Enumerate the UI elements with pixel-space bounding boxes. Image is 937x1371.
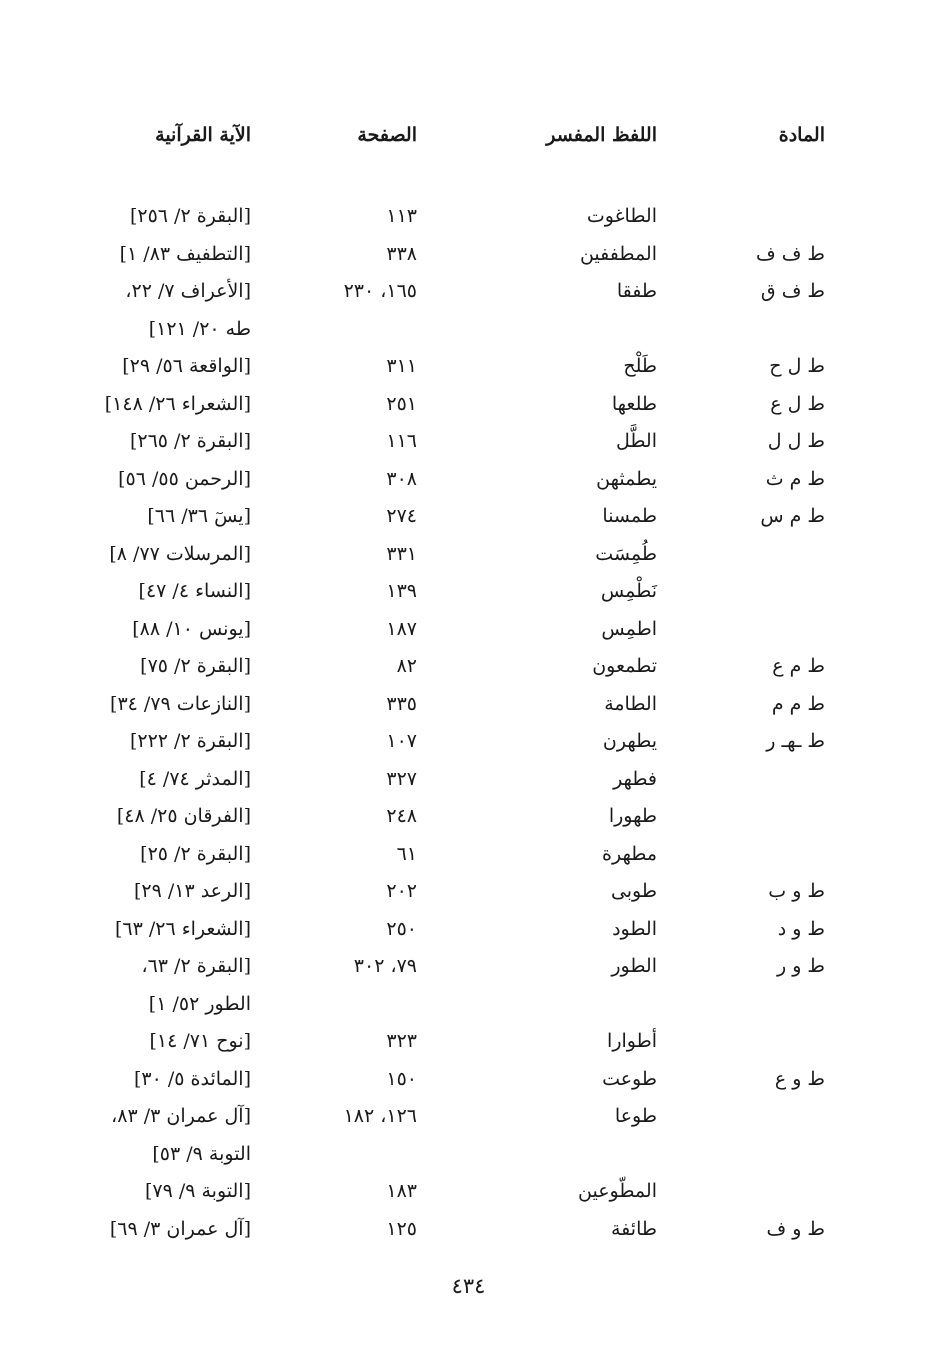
root-cell: ط و ر bbox=[776, 955, 825, 977]
table-row bbox=[0, 877, 937, 914]
word-cell: طوعت bbox=[602, 1067, 657, 1090]
header-word: اللفظ المفسر bbox=[546, 124, 657, 146]
word-cell: فطهر bbox=[613, 767, 657, 790]
table-row bbox=[0, 1027, 937, 1064]
verse-cell: [الرحمن ٥٥/ ٥٦] bbox=[118, 467, 251, 490]
table-row bbox=[0, 1215, 937, 1252]
word-cell: طائفة bbox=[611, 1217, 657, 1240]
verse-cell: طه ٢٠/ ١٢١] bbox=[148, 317, 251, 340]
root-cell: ط م ث bbox=[765, 467, 825, 490]
root-cell: ط ل ح bbox=[769, 355, 825, 377]
page-cell: ١١٣ bbox=[386, 205, 417, 227]
word-cell: طَلْح bbox=[623, 355, 657, 377]
word-cell: طُمِسَت bbox=[595, 542, 657, 565]
page-cell: ١٥٠ bbox=[386, 1067, 417, 1090]
page-cell: ٧٩، ٣٠٢ bbox=[353, 955, 417, 977]
header-verse: الآية القرآنية bbox=[155, 124, 251, 146]
table-row bbox=[0, 727, 937, 764]
table-row bbox=[0, 990, 937, 1027]
page-cell: ١٨٧ bbox=[386, 617, 417, 640]
table-row bbox=[0, 277, 937, 314]
verse-cell: [النازعات ٧٩/ ٣٤] bbox=[110, 692, 251, 715]
page-cell: ٢٠٢ bbox=[386, 880, 417, 902]
page-cell: ٣١١ bbox=[386, 355, 417, 377]
table-row bbox=[0, 540, 937, 577]
verse-cell: [آل عمران ٣/ ٨٣، bbox=[111, 1105, 251, 1127]
verse-cell: [البقرة ٢/ ٢٥] bbox=[140, 842, 251, 865]
verse-cell: [النساء ٤/ ٤٧] bbox=[138, 580, 251, 602]
word-cell: الطود bbox=[612, 917, 657, 940]
table-row bbox=[0, 240, 937, 277]
root-cell: ط ف ف bbox=[755, 242, 825, 265]
table-row bbox=[0, 502, 937, 539]
table-row bbox=[0, 427, 937, 464]
page-cell: ١٨٣ bbox=[386, 1180, 417, 1202]
page-cell: ١٢٥ bbox=[386, 1217, 417, 1240]
verse-cell: [الرعد ١٣/ ٢٩] bbox=[133, 880, 251, 902]
verse-cell: [المدثر ٧٤/ ٤] bbox=[139, 767, 251, 790]
page-cell: ٢٤٨ bbox=[386, 805, 417, 827]
table-row bbox=[0, 952, 937, 989]
verse-cell: [الواقعة ٥٦/ ٢٩] bbox=[122, 355, 251, 377]
word-cell: الطَّل bbox=[615, 430, 657, 452]
verse-cell: [البقرة ٢/ ٢٢٢] bbox=[129, 730, 251, 752]
verse-cell: [نوح ٧١/ ١٤] bbox=[149, 1030, 251, 1052]
word-cell: طوعا bbox=[614, 1105, 657, 1127]
page-cell: ٦١ bbox=[396, 842, 417, 865]
header-root: المادة bbox=[778, 124, 825, 146]
word-cell: يطمثهن bbox=[596, 467, 657, 490]
table-row bbox=[0, 1140, 937, 1177]
word-cell: طوبى bbox=[610, 880, 657, 902]
word-cell: الطور bbox=[611, 955, 657, 977]
page-cell: ٣٢٧ bbox=[386, 767, 417, 790]
table-row bbox=[0, 1177, 937, 1214]
word-cell: المطّوعين bbox=[578, 1180, 657, 1202]
table-row bbox=[0, 802, 937, 839]
root-cell: ط ف ق bbox=[760, 280, 825, 302]
table-row bbox=[0, 390, 937, 427]
page-cell: ٣٣١ bbox=[386, 542, 417, 565]
page-cell: ٣٢٣ bbox=[386, 1030, 417, 1052]
word-cell: طفقا bbox=[616, 280, 657, 302]
table-row bbox=[0, 1102, 937, 1139]
table-row bbox=[0, 202, 937, 239]
word-cell: طمسنا bbox=[602, 505, 657, 527]
verse-cell: [الأعراف ٧/ ٢٢، bbox=[125, 280, 251, 302]
word-cell: يطهرن bbox=[602, 730, 657, 752]
word-cell: الطاغوت bbox=[586, 205, 657, 227]
verse-cell: الطور ٥٢/ ١] bbox=[148, 992, 251, 1015]
verse-cell: [المرسلات ٧٧/ ٨] bbox=[109, 542, 251, 565]
table-row bbox=[0, 352, 937, 389]
page-cell: ٢٥١ bbox=[386, 392, 417, 415]
word-cell: طلعها bbox=[611, 392, 657, 415]
root-cell: ط م م bbox=[771, 692, 825, 715]
page-cell: ١٠٧ bbox=[386, 730, 417, 752]
page-cell: ١١٦ bbox=[386, 430, 417, 452]
root-cell: ط م ع bbox=[772, 655, 825, 677]
root-cell: ط و ف bbox=[766, 1217, 825, 1240]
page-cell: ٣٠٨ bbox=[386, 467, 417, 490]
verse-cell: [البقرة ٢/ ٢٦٥] bbox=[129, 430, 251, 452]
word-cell: طهورا bbox=[608, 805, 657, 827]
word-cell: أطوارا bbox=[607, 1030, 657, 1052]
table-row bbox=[0, 652, 937, 689]
page-cell: ٢٥٠ bbox=[386, 917, 417, 940]
verse-cell: [التوبة ٩/ ٧٩] bbox=[144, 1180, 251, 1202]
verse-cell: [يونس ١٠/ ٨٨] bbox=[132, 617, 251, 640]
word-cell: اطمِس bbox=[601, 617, 657, 640]
verse-cell: [البقرة ٢/ ٦٣، bbox=[141, 955, 251, 977]
table-row bbox=[0, 765, 937, 802]
page-cell: ٨٢ bbox=[396, 655, 417, 677]
verse-cell: [المائدة ٥/ ٣٠] bbox=[133, 1067, 251, 1090]
page-number: ٤٣٤ bbox=[451, 1274, 486, 1298]
verse-cell: [آل عمران ٣/ ٦٩] bbox=[109, 1217, 251, 1240]
table-row bbox=[0, 1065, 937, 1102]
page-cell: ٣٣٥ bbox=[386, 692, 417, 715]
word-cell: مطهرة bbox=[602, 842, 657, 865]
root-cell: ط م س bbox=[760, 505, 825, 527]
word-cell: نَطْمِس bbox=[600, 580, 657, 602]
table-row bbox=[0, 840, 937, 877]
word-cell: المطففين bbox=[579, 242, 657, 265]
page-cell: ١٦٥، ٢٣٠ bbox=[343, 280, 417, 302]
verse-cell: [البقرة ٢/ ٢٥٦] bbox=[129, 205, 251, 227]
table-row bbox=[0, 577, 937, 614]
page-cell: ٣٣٨ bbox=[386, 242, 417, 265]
root-cell: ط ل ل bbox=[767, 430, 825, 452]
root-cell: ط و د bbox=[777, 917, 825, 940]
root-cell: ط و ب bbox=[768, 880, 825, 902]
page-cell: ١٢٦، ١٨٢ bbox=[343, 1105, 417, 1127]
table-row bbox=[0, 615, 937, 652]
verse-cell: [يسٓ ٣٦/ ٦٦] bbox=[147, 505, 251, 527]
table-row bbox=[0, 465, 937, 502]
word-cell: الطامة bbox=[604, 692, 657, 715]
verse-cell: [الشعراء ٢٦/ ١٤٨] bbox=[104, 392, 251, 415]
page-cell: ٢٧٤ bbox=[386, 505, 417, 527]
table-row bbox=[0, 915, 937, 952]
header-page: الصفحة bbox=[357, 124, 417, 146]
root-cell: ط ـهـ ر bbox=[766, 730, 825, 752]
verse-cell: [الشعراء ٢٦/ ٦٣] bbox=[114, 917, 251, 940]
table-row bbox=[0, 690, 937, 727]
root-cell: ط ل ع bbox=[770, 392, 825, 415]
page-cell: ١٣٩ bbox=[386, 580, 417, 602]
verse-cell: [البقرة ٢/ ٧٥] bbox=[140, 655, 251, 677]
word-cell: تطمعون bbox=[592, 655, 657, 677]
verse-cell: [الفرقان ٢٥/ ٤٨] bbox=[116, 805, 251, 827]
verse-cell: [التطفيف ٨٣/ ١] bbox=[119, 242, 251, 265]
verse-cell: التوبة ٩/ ٥٣] bbox=[152, 1142, 251, 1165]
table-row bbox=[0, 315, 937, 352]
root-cell: ط و ع bbox=[774, 1067, 825, 1090]
